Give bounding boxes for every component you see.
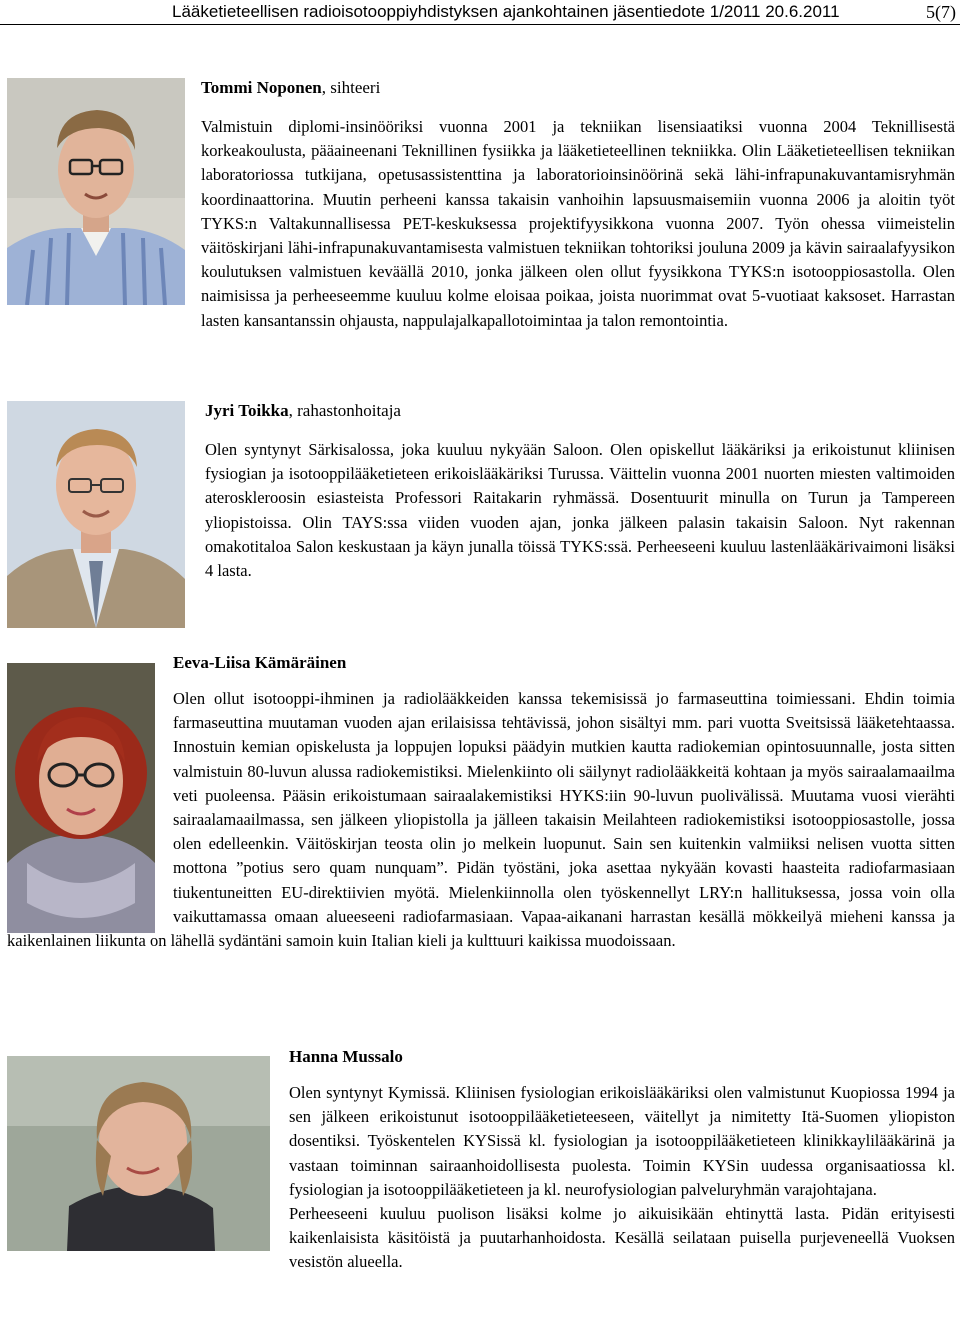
member-name-line [173, 652, 346, 674]
page-number: 5(7) [926, 2, 956, 22]
member-name: Jyri Toikka [205, 401, 289, 420]
member-role: , sihteeri [321, 78, 381, 97]
member-name-line [205, 400, 401, 422]
member-bio-text-2: Perheeseeni kuuluu puolison lisäksi kolme jo aikuisikään ehtinyttä lasta. Pidän erityisesti kaikenlaisista käsitöistä ja puutarhanhoidosta. Kesällä seilataan puisella purjeveneellä Vuoksen vesistön alueella. [289, 1204, 955, 1272]
photo-jyri-toikka [7, 401, 185, 628]
member-name-line [201, 77, 380, 99]
page-header [0, 0, 960, 25]
member-role: , rahastonhoitaja [288, 401, 401, 420]
member-bio-text: Olen syntynyt Kymissä. Kliinisen fysiologian erikoislääkäriksi olen valmistunut Kuopiossa 1994 ja sen jälkeen erikoistunut isotooppilääketieteeseen, väitellyt ja nimitetty Itä-Suomen yliopiston dosentiksi. Työskentelen KYSissä kl. fysiologian ja isotooppilääketieteen klinikkaylilääkärinä ja vastaan toiminnan sairaanhoidollisesta puolesta. Toimin KYSin uudessa organisaatiossa kl. fysiologian ja isotooppilääketieteen ja kl. neurofysiologian palveluryhmän varajohtajana. [289, 1083, 955, 1199]
member-name: Tommi Noponen [201, 78, 322, 97]
member-name: Eeva-Liisa Kämäräinen [173, 653, 347, 672]
member-name: Hanna Mussalo [289, 1047, 403, 1066]
photo-wrap-spacer [7, 687, 173, 929]
member-bio [7, 1081, 955, 1275]
member-bio-text: Olen ollut isotooppi-ihminen ja radiolääkkeiden kanssa tekemisissä jo farmaseuttina toimiessani. Ehdin toimia farmaseuttina muutaman vuoden ajan erilaisissa tehtävissä, johon sisältyi mm. pari vuotta Sveitsissä lääketehtaassa. Innostuin kemian opiskelusta ja loppujen lopuksi päädyin mutkien kautta radiokemian opintosuunnalle, josta sitten valmistuin 80-luvun alussa radiokemistiksi. Mielenkiinto oli säilynyt radiolääkkeitä kohtaan ja myös sairaalamaailma veti puoleensa. Pääsin erikoistumaan sairaalakemistiksi HYKS:iin 90-luvun puolivälissä. Muutama vuosi vierähti sairaalamaailmassa, sen jälkeen yliopistolla ja jälleen takaisin Meilahteen radiokemistiksi isotooppiosastolle, jossa olen edelleenkin. Väitöskirjan teosta olin jo melkein luopunut. Sain sen kuitenkin valmiiksi nelisen vuotta sitten mottona ”potius sero quam nunquam”. Pidän työstäni, joka asettaa nykyään kovasti haasteita radiofarmasiaan tiukentuneitten EU-direktiivien myötä. Mielenkiinnolla olen työskennellyt LRY:n hallituksessa, jossa voin olla vaikuttamassa omaan alueeseeni radiofarmasiaan. Vapaa-aikanani harrastan kesällä mökkeilyä mieheni kanssa ja kaikenlainen liikunta on lähellä sydäntäni samoin kuin Italian kieli ja kulttuuri kaikissa muodoissaan. [7, 689, 955, 951]
header-text: Lääketieteellisen radioisotooppiyhdistyksen ajankohtainen jäsentiedote 1/2011 20.6.2011 [172, 2, 840, 21]
member-name-line [289, 1046, 403, 1068]
member-bio-text: Valmistuin diplomi-insinööriksi vuonna 2001 ja tekniikan lisensiaatiksi vuonna 2004 Teknillisestä korkeakoulusta, pääaineenani Teknillinen fysiikka ja lääketieteellinen tekniikka. Olin Lääketieteellisen tekniikan laboratoriossa tutkijana, opetusassistenttina ja laboratorioinsinöörinä sekä lähi-infrapunakuvantamisryhmän koordinaattorina. Muutin perheeni kanssa takaisin vanhoihin lapsuusmaisemiin vuonna 2006 ja aloitin työt TYKS:n Valtakunnallisessa PET-keskuksessa projektifyysikkona vuonna 2007. Työn ohessa viimeistelin väitöskirjani lähi-infrapunakuvantamisesta valmistuen tekniikan tohtoriksi jouluna 2009 ja kävin sairaalafyysikon koulutuksen valmistuen keväällä 2010, jonka jälkeen olen ollut fyysikkona TYKS:n isotooppiosastolla. Olen naimisissa ja perheeseemme kuuluu kolme eloisaa poikaa, joista nuorimmat ovat 5-vuotiaat kaksoset. Harrastan lasten kansantanssin ohjausta, nappulajalkapallotoimintaa ja talon remontointia. [201, 117, 955, 330]
member-bio [7, 687, 955, 953]
photo-wrap-spacer [7, 1081, 289, 1251]
member-bio [7, 115, 955, 333]
member-bio-text: Olen syntynyt Särkisalossa, joka kuuluu nykyään Saloon. Olen opiskellut lääkäriksi ja erikoistunut kliinisen fysiogian ja isotooppilääketieteen erikoislääkäriksi Turussa. Väittelin vuonna 2001 nuorten miesten valtimoiden ateroskleroosin esiasteista Professori Raitakarin ryhmässä. Dosentuurit minulla on Turun ja Tampereen yliopistoissa. Olin TAYS:ssa viiden vuoden ajan, jonka jälkeen palasin takaisin Saloon. Nyt rakennan omakotitaloa Salon keskustaan ja käyn junalla töissä TYKS:ssä. Perheeseeni kuuluu lastenlääkärivaimoni lisäksi 4 lasta. [205, 440, 955, 581]
photo-wrap-spacer [7, 115, 201, 320]
